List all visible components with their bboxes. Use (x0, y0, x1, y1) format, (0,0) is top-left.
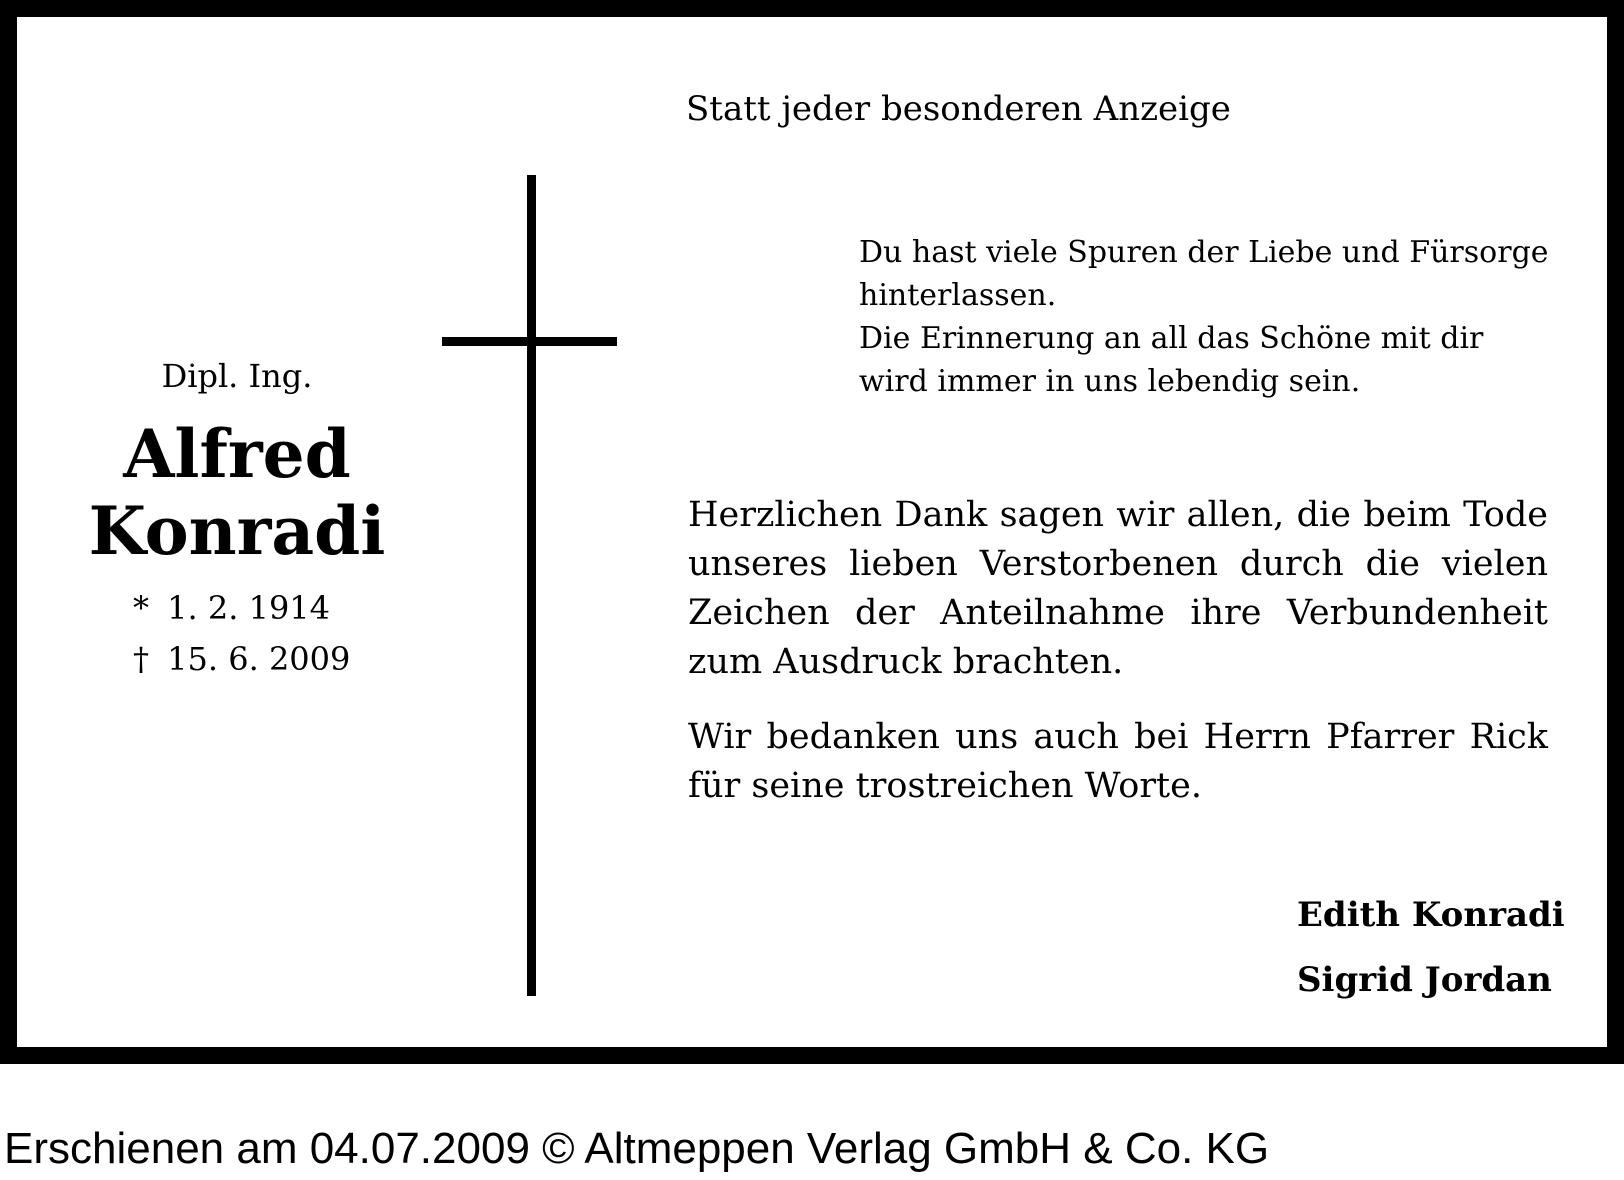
notice-headline: Statt jeder besonderen Anzeige (686, 89, 1231, 129)
death-date: 15. 6. 2009 (167, 640, 351, 678)
cross-vertical-bar (527, 175, 536, 996)
birth-star-icon: * (133, 589, 149, 627)
quote-line: Du hast viele Spuren der Liebe und Fürsorge (859, 235, 1549, 270)
death-dagger-icon: † (133, 640, 149, 678)
deceased-title: Dipl. Ing. (161, 357, 313, 395)
birth-date-line (125, 589, 330, 627)
cross-horizontal-bar (442, 337, 617, 346)
quote-line: hinterlassen. (859, 278, 1057, 313)
death-date-line (125, 640, 350, 678)
memorial-quote (859, 231, 1549, 403)
quote-line: wird immer in uns lebendig sein. (859, 364, 1361, 399)
publication-footer: Erschienen am 04.07.2009 © Altmeppen Verlag GmbH & Co. KG (4, 1124, 1270, 1173)
birth-date: 1. 2. 1914 (167, 589, 331, 627)
signer-name: Edith Konradi (1297, 895, 1565, 935)
pastor-thanks-paragraph: Wir bedanken uns auch bei Herrn Pfarrer Rick für seine trostreichen Worte. (688, 717, 1548, 806)
deceased-first-name: Alfred (123, 415, 351, 493)
deceased-last-name: Konradi (88, 492, 386, 570)
quote-line: Die Erinnerung an all das Schöne mit dir (859, 321, 1484, 356)
signer-name: Sigrid Jordan (1297, 960, 1552, 1000)
thanks-paragraph: Herzlichen Dank sagen wir allen, die beim Tode unseres lieben Verstorbenen durch die vielen Zeichen der Anteilnahme ihre Verbundenheit zum Ausdruck brachten. (688, 495, 1548, 682)
